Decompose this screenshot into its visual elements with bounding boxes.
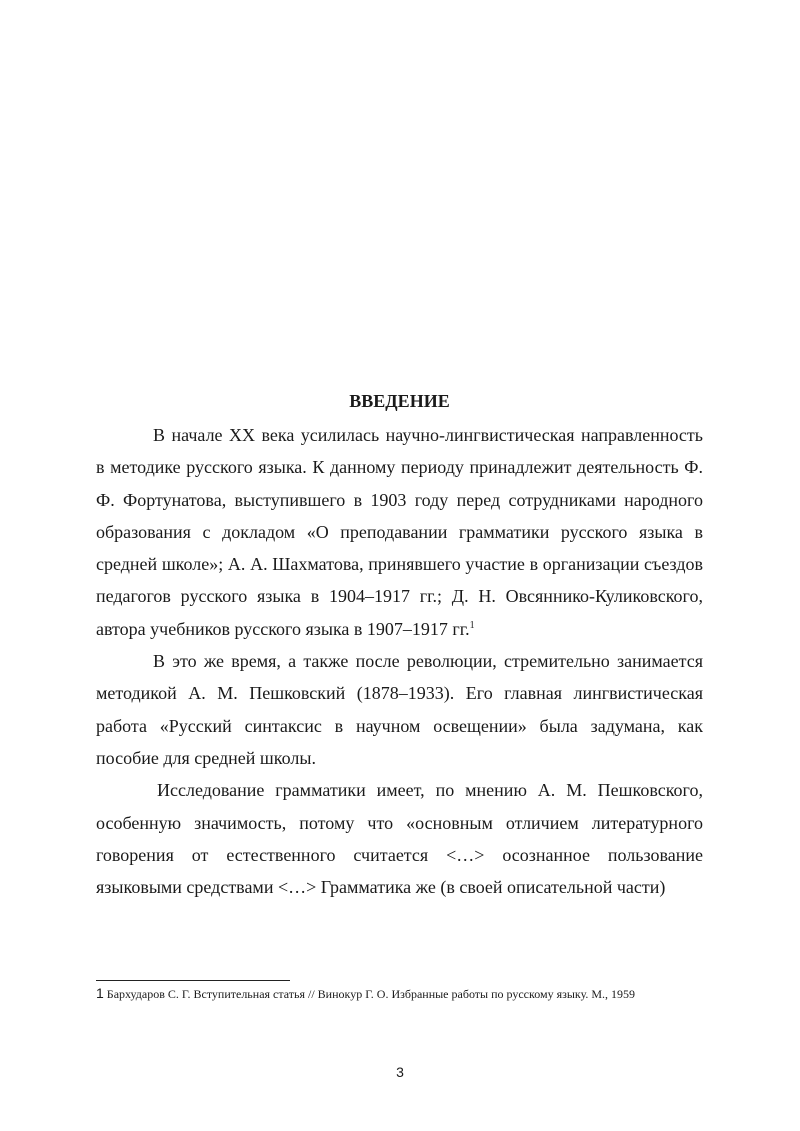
paragraph-3: Исследование грамматики имеет, по мнению А. М. Пешковского, особенную значимость, потому что «основным отличием литературного говорения от естественного считается <…> осознанное пользование языковыми средствами <…> Грамматика же (в своей описательной части) — [96, 780, 703, 898]
footnote-number: 1 — [96, 985, 104, 1001]
paragraph-1-text: В начале XX века усилилась научно-лингвистическая направленность в методике русского языка. К данному периоду принадлежит деятельность Ф. Ф. Фортунатова, выступившего в 1903 году перед сотрудниками народного образования с докладом «О преподавании грамматики русского языка в средней школе»; А. А. Шахматова, принявшего участие в организации съездов педагогов русского языка в 1904–1917 гг.; Д. Н. Овсяннико-Куликовского, автора учебников русского языка в 1907–1917 гг. — [96, 425, 703, 639]
body-text — [96, 419, 703, 903]
footnote-reference[interactable]: 1 — [469, 619, 475, 631]
section-heading: ВВЕДЕНИЕ — [349, 391, 450, 411]
footnote-separator — [96, 980, 290, 981]
footnote-text: Бархударов С. Г. Вступительная статья // Винокур Г. О. Избранные работы по русскому языку. М., 1959 — [106, 987, 636, 1001]
paragraph-2: В это же время, а также после революции, стремительно занимается методикой А. М. Пешковский (1878–1933). Его главная лингвистическая работа «Русский синтаксис в научном освещении» была задумана, как пособие для средней школы. — [96, 651, 703, 768]
footnote — [96, 985, 703, 1002]
paragraph-1 — [96, 419, 703, 645]
page-number: 3 — [396, 1064, 404, 1080]
